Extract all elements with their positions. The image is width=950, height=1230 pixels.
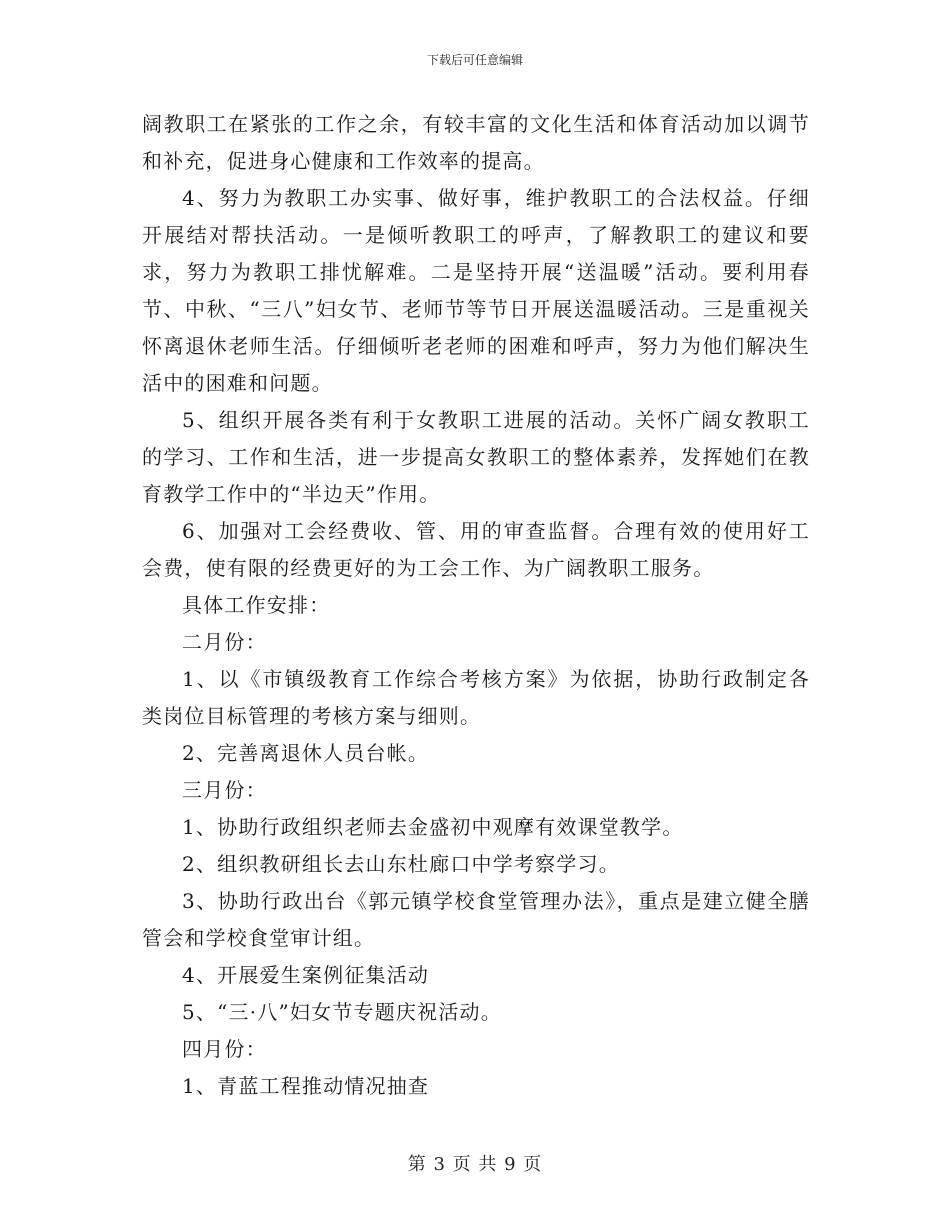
page-footer <box>0 1152 950 1178</box>
list-item: 1、以《市镇级教育工作综合考核方案》为依据，协助行政制定各类岗位目标管理的考核方案与细则。 <box>142 667 810 728</box>
paragraph: 4、努力为教职工办实事、做好事，维护教职工的合法权益。仔细开展结对帮扶活动。一是倾听教职工的呼声，了解教职工的建议和要求，努力为教职工排忧解难。二是坚持开展“送温暖”活动。要利用春节、中秋、“三八”妇女节、老师节等节日开展送温暖活动。三是重视关怀离退休老师生活。仔细倾听老老师的困难和呼声，努力为他们解决生活中的困难和问题。 <box>142 186 810 395</box>
footer-suffix: 页 <box>523 1154 543 1175</box>
document-body <box>142 106 810 1105</box>
month-heading: 三月份： <box>182 778 267 802</box>
list-item: 1、青蓝工程推动情况抽查 <box>182 1074 430 1098</box>
month-heading: 二月份： <box>182 630 267 654</box>
current-page-number: 3 <box>433 1154 446 1175</box>
footer-prefix: 第 <box>407 1154 427 1175</box>
list-item: 2、组织教研组长去山东杜廊口中学考察学习。 <box>182 852 620 876</box>
list-item: 5、“三·八”妇女节专题庆祝活动。 <box>182 1000 502 1024</box>
list-item: 4、开展爱生案例征集活动 <box>182 963 430 987</box>
footer-middle: 页 共 <box>452 1154 498 1175</box>
paragraph: 6、加强对工会经费收、管、用的审查监督。合理有效的使用好工会费，使有限的经费更好的为工会工作、为广阔教职工服务。 <box>142 519 810 580</box>
paragraph: 5、组织开展各类有利于女教职工进展的活动。关怀广阔女教职工的学习、工作和生活，进一步提高女教职工的整体素养，发挥她们在教育教学工作中的“半边天”作用。 <box>142 408 810 506</box>
list-item: 2、完善离退休人员台帐。 <box>182 741 430 765</box>
section-heading: 具体工作安排： <box>182 593 331 617</box>
list-item: 3、协助行政出台《郭元镇学校食堂管理办法》，重点是建立健全膳管会和学校食堂审计组。 <box>142 889 810 950</box>
month-heading: 四月份： <box>182 1037 267 1061</box>
page-header: 下载后可任意编辑 <box>426 53 523 67</box>
list-item: 1、协助行政组织老师去金盛初中观摩有效课堂教学。 <box>182 815 684 839</box>
paragraph: 阔教职工在紧张的工作之余，有较丰富的文化生活和体育活动加以调节和补充，促进身心健康和工作效率的提高。 <box>142 112 810 173</box>
total-pages-number: 9 <box>504 1154 517 1175</box>
